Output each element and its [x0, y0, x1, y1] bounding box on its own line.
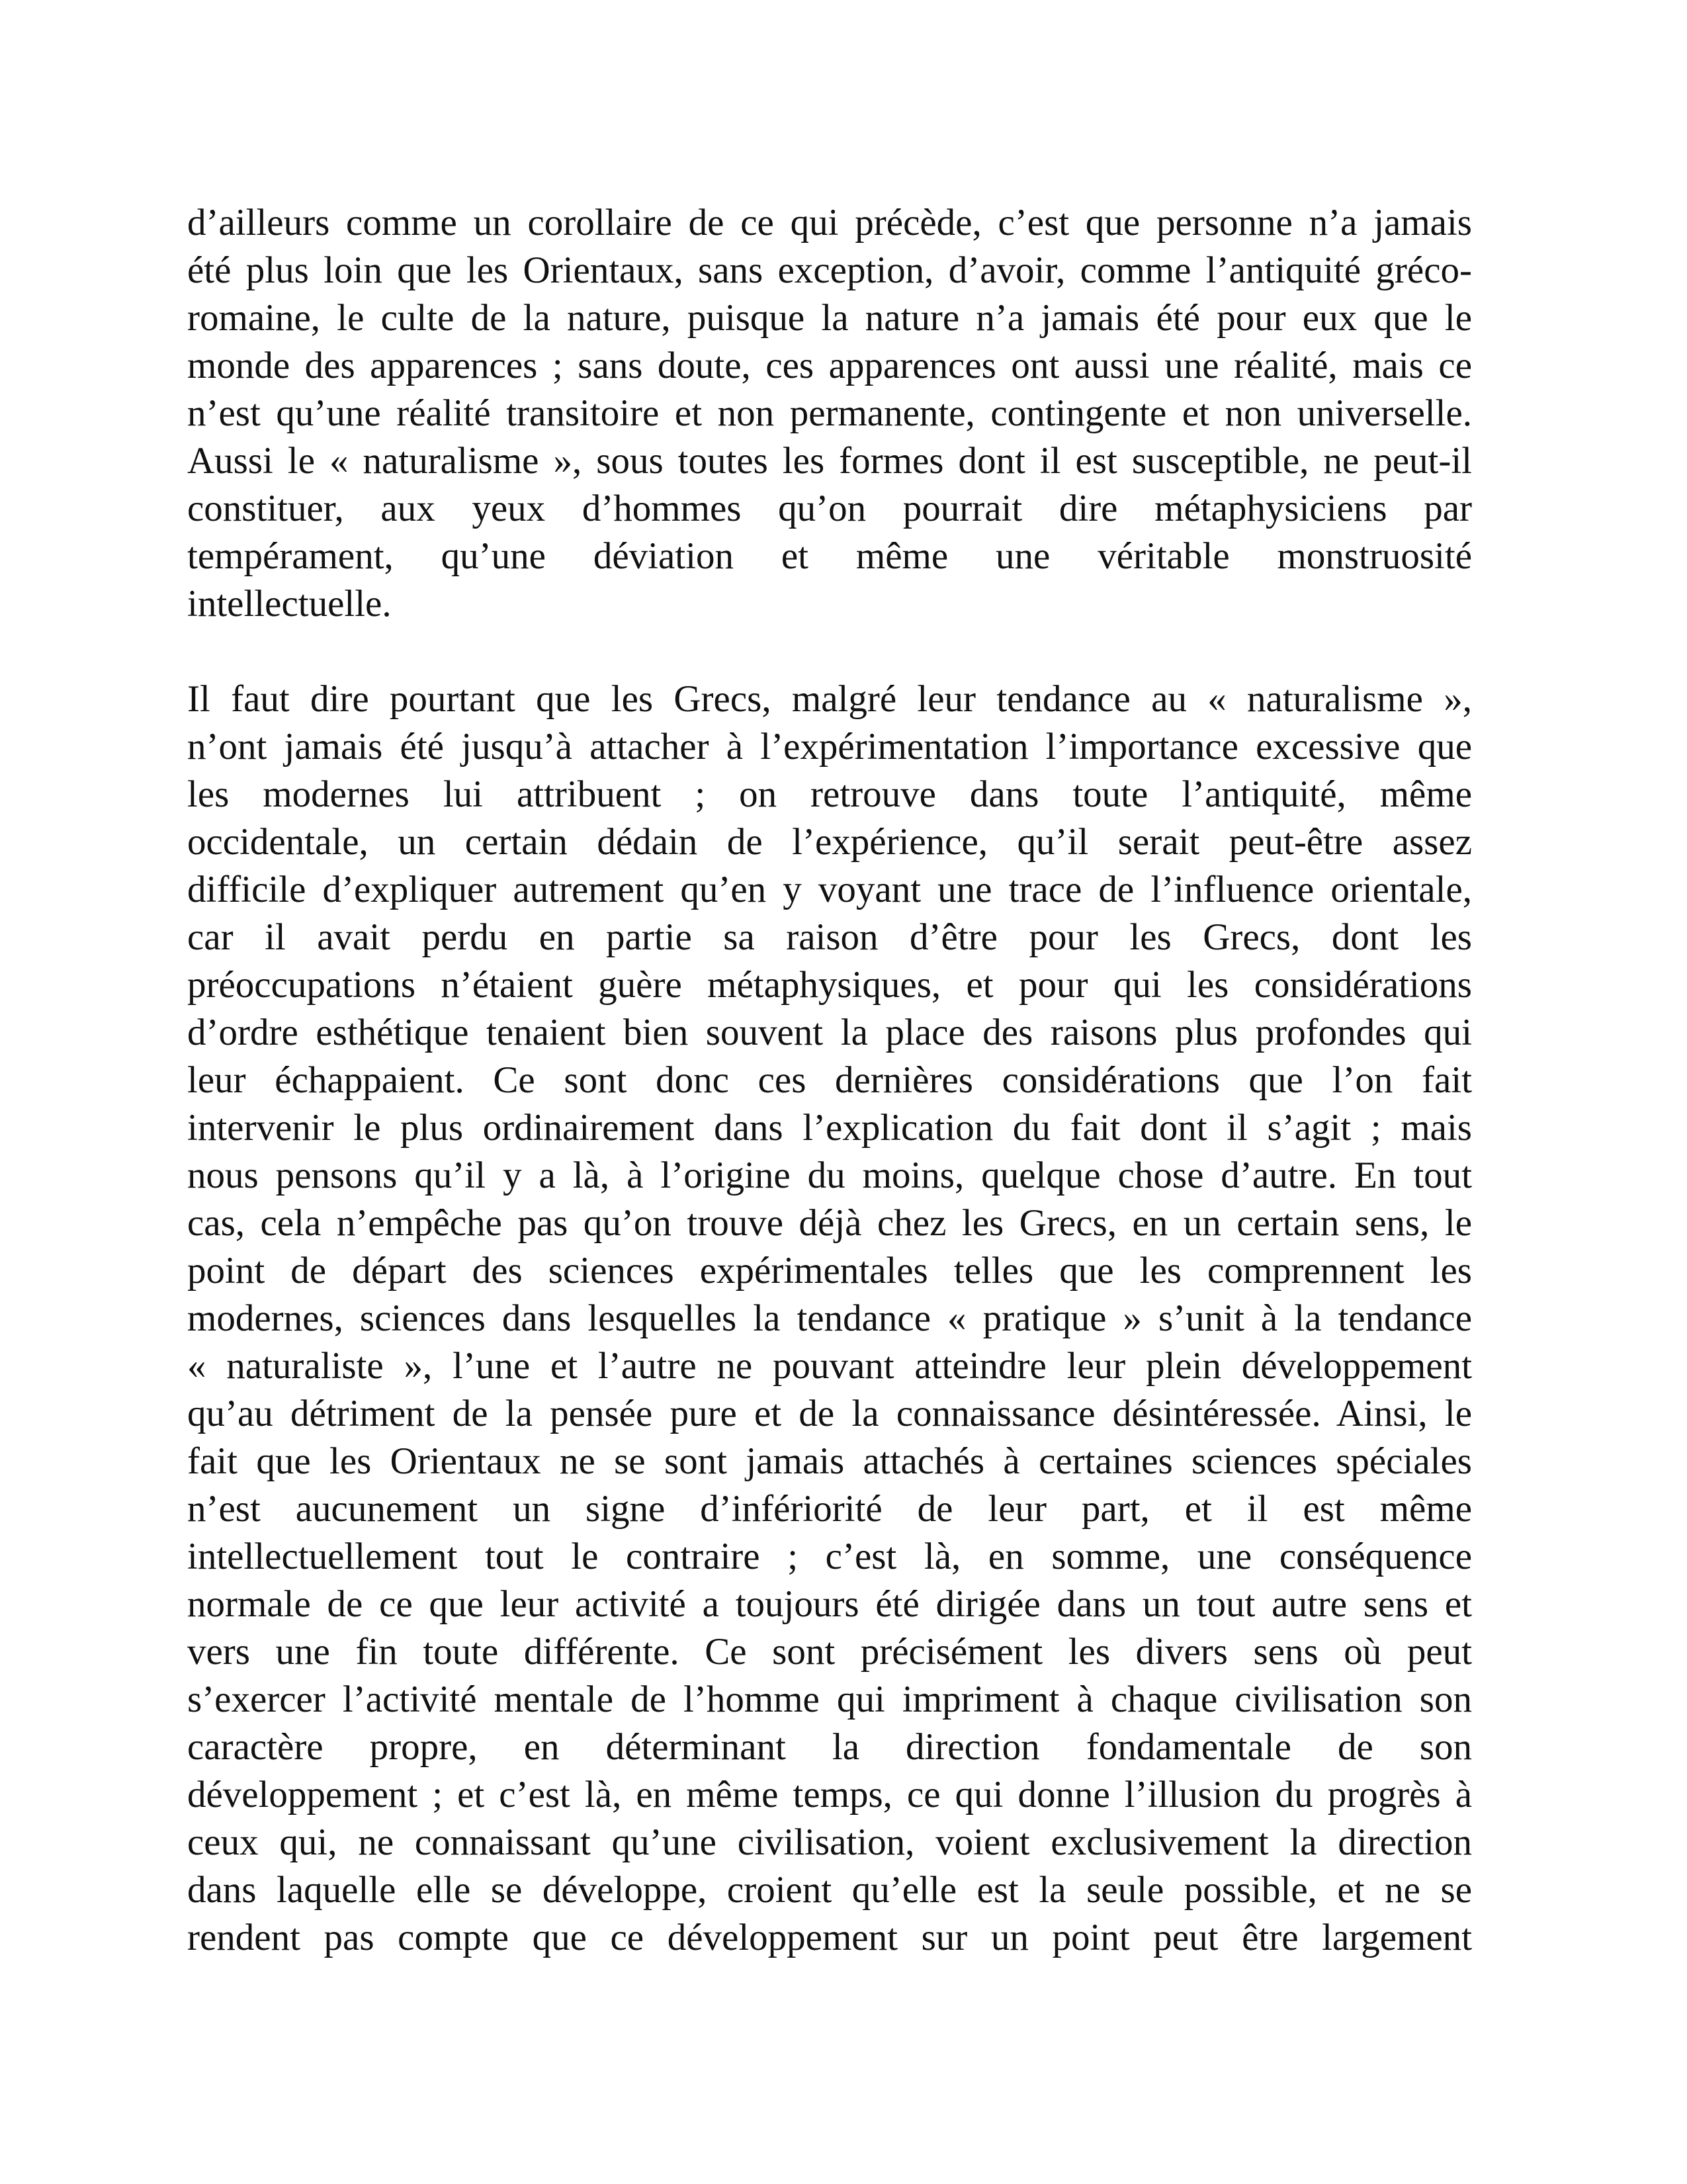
text-line: s’exercer l’activité mentale de l’homme qui impriment à chaque civilisation son	[187, 1679, 1472, 1720]
text-line: cas, cela n’empêche pas qu’on trouve déjà chez les Grecs, en un certain sens, le	[187, 1202, 1472, 1244]
text-line: ceux qui, ne connaissant qu’une civilisation, voient exclusivement la direction	[187, 1821, 1472, 1863]
text-line: n’est aucunement un signe d’infériorité de leur part, et il est même	[187, 1488, 1472, 1530]
text-line: occidentale, un certain dédain de l’expérience, qu’il serait peut-être assez	[187, 821, 1472, 863]
text-line: vers une fin toute différente. Ce sont précisément les divers sens où peut	[187, 1631, 1472, 1673]
text-line: monde des apparences ; sans doute, ces apparences ont aussi une réalité, mais ce	[187, 345, 1472, 386]
text-line: développement ; et c’est là, en même temps, ce qui donne l’illusion du progrès à	[187, 1774, 1472, 1815]
text-line: qu’au détriment de la pensée pure et de la connaissance désintéressée. Ainsi, le	[187, 1393, 1472, 1434]
text-line: d’ailleurs comme un corollaire de ce qui précède, c’est que personne n’a jamais	[187, 202, 1472, 243]
text-line: intellectuellement tout le contraire ; c’est là, en somme, une conséquence	[187, 1536, 1472, 1577]
text-line: n’ont jamais été jusqu’à attacher à l’expérimentation l’importance excessive que	[187, 726, 1472, 767]
text-line: point de départ des sciences expérimentales telles que les comprennent les	[187, 1250, 1472, 1291]
text-line: n’est qu’une réalité transitoire et non permanente, contingente et non universelle.	[187, 392, 1472, 434]
text-line: normale de ce que leur activité a toujours été dirigée dans un tout autre sens et	[187, 1583, 1472, 1625]
text-line: tempérament, qu’une déviation et même une véritable monstruosité	[187, 535, 1472, 577]
text-line: intellectuelle.	[187, 583, 392, 625]
paragraph	[187, 676, 1472, 1962]
text-line: modernes, sciences dans lesquelles la tendance « pratique » s’unit à la tendance	[187, 1297, 1472, 1339]
text-line: les modernes lui attribuent ; on retrouve dans toute l’antiquité, même	[187, 773, 1472, 815]
text-line: Il faut dire pourtant que les Grecs, malgré leur tendance au « naturalisme »,	[187, 678, 1472, 720]
paragraph-gap	[187, 628, 1472, 676]
text-line: caractère propre, en déterminant la direction fondamentale de son	[187, 1726, 1472, 1768]
text-line: été plus loin que les Orientaux, sans exception, d’avoir, comme l’antiquité gréco-	[187, 249, 1472, 291]
text-line: leur échappaient. Ce sont donc ces dernières considérations que l’on fait	[187, 1059, 1472, 1101]
page-body-text	[187, 199, 1472, 1962]
text-line: « naturaliste », l’une et l’autre ne pouvant atteindre leur plein développement	[187, 1345, 1472, 1387]
text-line: dans laquelle elle se développe, croient qu’elle est la seule possible, et ne se	[187, 1869, 1472, 1911]
text-line: rendent pas compte que ce développement sur un point peut être largement	[187, 1917, 1472, 1958]
text-line: Aussi le « naturalisme », sous toutes les formes dont il est susceptible, ne peut-il	[187, 440, 1472, 482]
text-line: constituer, aux yeux d’hommes qu’on pourrait dire métaphysiciens par	[187, 488, 1472, 529]
text-line: romaine, le culte de la nature, puisque la nature n’a jamais été pour eux que le	[187, 297, 1472, 339]
text-line: nous pensons qu’il y a là, à l’origine du moins, quelque chose d’autre. En tout	[187, 1155, 1472, 1196]
text-line: difficile d’expliquer autrement qu’en y voyant une trace de l’influence orientale,	[187, 869, 1472, 910]
text-line: car il avait perdu en partie sa raison d’être pour les Grecs, dont les	[187, 916, 1472, 958]
paragraph	[187, 199, 1472, 628]
text-line: fait que les Orientaux ne se sont jamais attachés à certaines sciences spéciales	[187, 1440, 1472, 1482]
text-line: intervenir le plus ordinairement dans l’explication du fait dont il s’agit ; mais	[187, 1107, 1472, 1149]
text-line: préoccupations n’étaient guère métaphysiques, et pour qui les considérations	[187, 964, 1472, 1006]
text-line: d’ordre esthétique tenaient bien souvent la place des raisons plus profondes qui	[187, 1012, 1472, 1053]
